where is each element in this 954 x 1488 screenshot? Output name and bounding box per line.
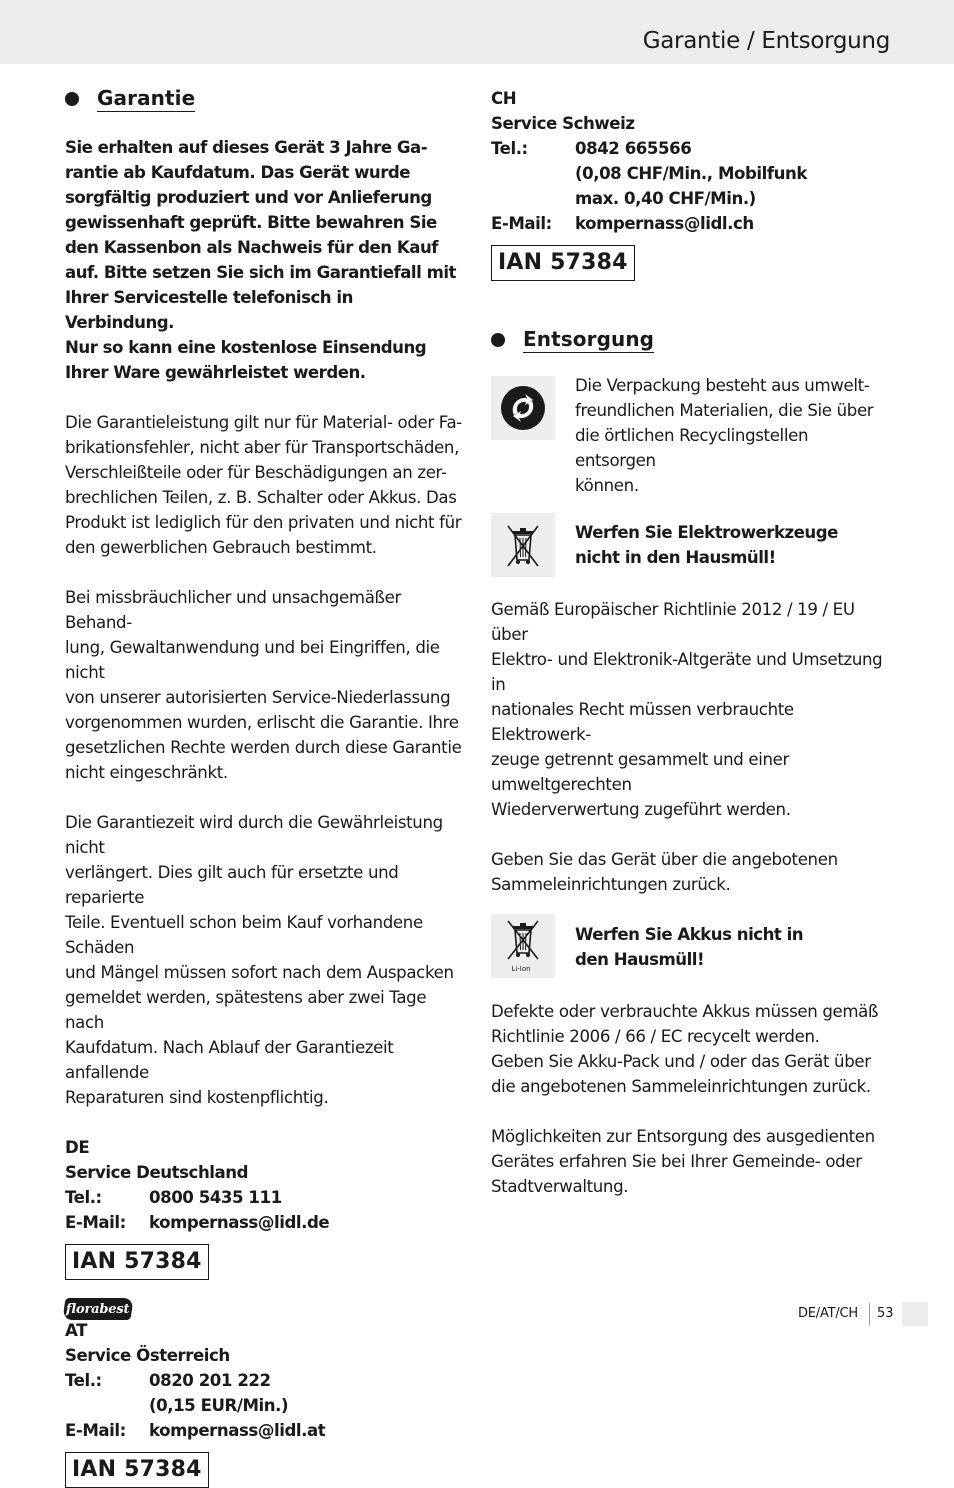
mail-label: E-Mail:	[65, 1213, 126, 1232]
mail-address: kompernass@lidl.ch	[575, 214, 754, 233]
text-line: von unserer autorisierten Service-Niederlassung	[65, 688, 451, 707]
warning-line: nicht in den Hausmüll!	[575, 548, 776, 567]
service-name: Service Schweiz	[491, 114, 635, 133]
text-line: die angebotenen Sammeleinrichtungen zurück.	[491, 1077, 871, 1096]
text-line: Reparaturen sind kostenpflichtig.	[65, 1088, 329, 1107]
text-line: Gemäß Europäischer Richtlinie 2012 / 19 / EU über	[491, 600, 855, 644]
warning-line: den Hausmüll!	[575, 950, 705, 969]
text-line: Gerätes erfahren Sie bei Ihrer Gemeinde- oder	[491, 1152, 862, 1171]
text-line: Geben Sie das Gerät über die angebotenen	[491, 850, 838, 869]
info-paragraph	[491, 1124, 891, 1199]
mail-label: E-Mail:	[65, 1421, 126, 1440]
intro-line: gewissenhaft geprüft. Bitte bewahren Sie	[65, 213, 437, 232]
bullet-icon	[65, 92, 79, 106]
directive-paragraph	[491, 597, 891, 822]
intro-line: auf. Bitte setzen Sie sich im Garantiefall mit	[65, 263, 456, 282]
mail-row	[65, 1418, 465, 1443]
text-line: Elektro- und Elektronik-Altgeräte und Umsetzung in	[491, 650, 883, 694]
packaging-row	[491, 376, 891, 498]
text-line: gemeldet werden, spätestens aber zwei Tage nach	[65, 988, 427, 1032]
service-name: Service Österreich	[65, 1346, 230, 1365]
intro-line: den Kassenbon als Nachweis für den Kauf	[65, 238, 438, 257]
tel-note: (0,15 EUR/Min.)	[149, 1396, 289, 1415]
tel-note: (0,08 CHF/Min., Mobilfunk	[575, 164, 807, 183]
florabest-logo	[62, 1298, 133, 1320]
text-line: Kaufdatum. Nach Ablauf der Garantiezeit anfallende	[65, 1038, 394, 1082]
footer-tab-marker	[902, 1302, 928, 1326]
bullet-icon	[491, 333, 505, 347]
text-line: Stadtverwaltung.	[491, 1177, 629, 1196]
ian-box: IAN 57384	[491, 245, 635, 281]
tel-number: 0842 665566	[575, 139, 692, 158]
text-line: Wiederverwertung zugeführt werden.	[491, 800, 791, 819]
garantie-paragraph-1	[65, 410, 465, 560]
footer-divider	[869, 1303, 870, 1325]
text-line: verlängert. Dies gilt auch für ersetzte und reparierte	[65, 863, 399, 907]
intro-line: sorgfältig produziert und vor Anlieferung	[65, 188, 432, 207]
logo-text: florabest	[66, 1301, 130, 1317]
tel-number: 0820 201 222	[149, 1371, 271, 1390]
right-column	[491, 86, 891, 1199]
footer-languages: DE/AT/CH	[797, 1306, 858, 1321]
page-header-title: Garantie / Entsorgung	[642, 28, 890, 54]
service-ch	[491, 86, 891, 281]
mail-address: kompernass@lidl.at	[149, 1421, 326, 1440]
text-line: Produkt ist lediglich für den privaten und nicht für	[65, 513, 462, 532]
service-de	[65, 1135, 465, 1280]
recycling-arrows-icon	[491, 376, 555, 440]
garantie-paragraph-3	[65, 810, 465, 1110]
text-line: nicht eingeschränkt.	[65, 763, 228, 782]
crossed-bin-li-ion-icon	[491, 914, 555, 978]
intro-line: rantie ab Kaufdatum. Das Gerät wurde	[65, 163, 411, 182]
text-line: den gewerblichen Gebrauch bestimmt.	[65, 538, 377, 557]
text-line: gesetzlichen Rechte werden durch diese Garantie	[65, 738, 462, 757]
text-line: brechlichen Teilen, z. B. Schalter oder Akkus. Das	[65, 488, 457, 507]
mail-label: E-Mail:	[491, 214, 552, 233]
entsorgung-heading-text: Entsorgung	[523, 327, 655, 351]
country-code: DE	[65, 1138, 90, 1157]
text-line: Die Garantieleistung gilt nur für Material- oder Fa-	[65, 413, 462, 432]
text-line: freundlichen Materialien, die Sie über	[575, 401, 874, 420]
tel-row	[491, 136, 891, 161]
page-number: 53	[877, 1306, 894, 1321]
intro-line: Ihrer Ware gewährleistet werden.	[65, 363, 366, 382]
tel-number: 0800 5435 111	[149, 1188, 282, 1207]
country-code: AT	[65, 1321, 87, 1340]
text-line: lung, Gewaltanwendung und bei Eingriffen, die nicht	[65, 638, 440, 682]
text-line: zeuge getrennt gesammelt und einer umweltgerechten	[491, 750, 789, 794]
entsorgung-heading	[491, 327, 891, 353]
tel-label: Tel.:	[491, 139, 528, 158]
intro-line: Sie erhalten auf dieses Gerät 3 Jahre Ga-	[65, 138, 428, 157]
text-line: die örtlichen Recyclingstellen entsorgen	[575, 426, 809, 470]
country-code: CH	[491, 89, 517, 108]
text-line: Die Garantiezeit wird durch die Gewährleistung nicht	[65, 813, 443, 857]
text-line: Geben Sie Akku-Pack und / oder das Gerät über	[491, 1052, 871, 1071]
tel-note-row	[491, 186, 891, 211]
text-line: vorgenommen wurden, erlischt die Garantie. Ihre	[65, 713, 459, 732]
garantie-intro	[65, 135, 465, 385]
garantie-heading-text: Garantie	[97, 86, 196, 110]
mail-row	[65, 1210, 465, 1235]
tel-label: Tel.:	[65, 1188, 102, 1207]
ian-box: IAN 57384	[65, 1452, 209, 1488]
tel-note-row	[65, 1393, 465, 1418]
left-column	[65, 80, 465, 1488]
garantie-paragraph-2	[65, 585, 465, 785]
warning-line: Werfen Sie Akkus nicht in	[575, 925, 804, 944]
intro-line: Ihrer Servicestelle telefonisch in Verbindung.	[65, 288, 353, 332]
tel-label: Tel.:	[65, 1371, 102, 1390]
text-line: können.	[575, 476, 639, 495]
tel-note-row	[491, 161, 891, 186]
service-name: Service Deutschland	[65, 1163, 249, 1182]
text-line: brikationsfehler, nicht aber für Transportschäden,	[65, 438, 460, 457]
mail-address: kompernass@lidl.de	[149, 1213, 330, 1232]
ian-box: IAN 57384	[65, 1244, 209, 1280]
text-line: Verschleißteile oder für Beschädigungen an zer-	[65, 463, 447, 482]
battery-paragraph	[491, 999, 891, 1099]
return-paragraph	[491, 847, 891, 897]
text-line: und Mängel müssen sofort nach dem Auspacken	[65, 963, 454, 982]
text-line: Teile. Eventuell schon beim Kauf vorhandene Schäden	[65, 913, 423, 957]
intro-line: Nur so kann eine kostenlose Einsendung	[65, 338, 427, 357]
battery-warning-row	[491, 914, 891, 978]
tools-warning-row	[491, 513, 891, 577]
text-line: Bei missbräuchlicher und unsachgemäßer Behand-	[65, 588, 401, 632]
service-at	[65, 1318, 465, 1488]
li-ion-label: Li-Ion	[511, 965, 531, 973]
tel-row	[65, 1185, 465, 1210]
text-line: Sammeleinrichtungen zurück.	[491, 875, 731, 894]
text-line: Richtlinie 2006 / 66 / EC recycelt werden.	[491, 1027, 820, 1046]
text-line: nationales Recht müssen verbrauchte Elektrowerk-	[491, 700, 794, 744]
tel-row	[65, 1368, 465, 1393]
text-line: Defekte oder verbrauchte Akkus müssen gemäß	[491, 1002, 879, 1021]
mail-row	[491, 211, 891, 236]
tel-note: max. 0,40 CHF/Min.)	[575, 189, 756, 208]
crossed-bin-icon	[491, 513, 555, 577]
text-line: Die Verpackung besteht aus umwelt-	[575, 376, 870, 395]
warning-line: Werfen Sie Elektrowerkzeuge	[575, 523, 838, 542]
garantie-heading	[65, 86, 465, 112]
text-line: Möglichkeiten zur Entsorgung des ausgedienten	[491, 1127, 875, 1146]
